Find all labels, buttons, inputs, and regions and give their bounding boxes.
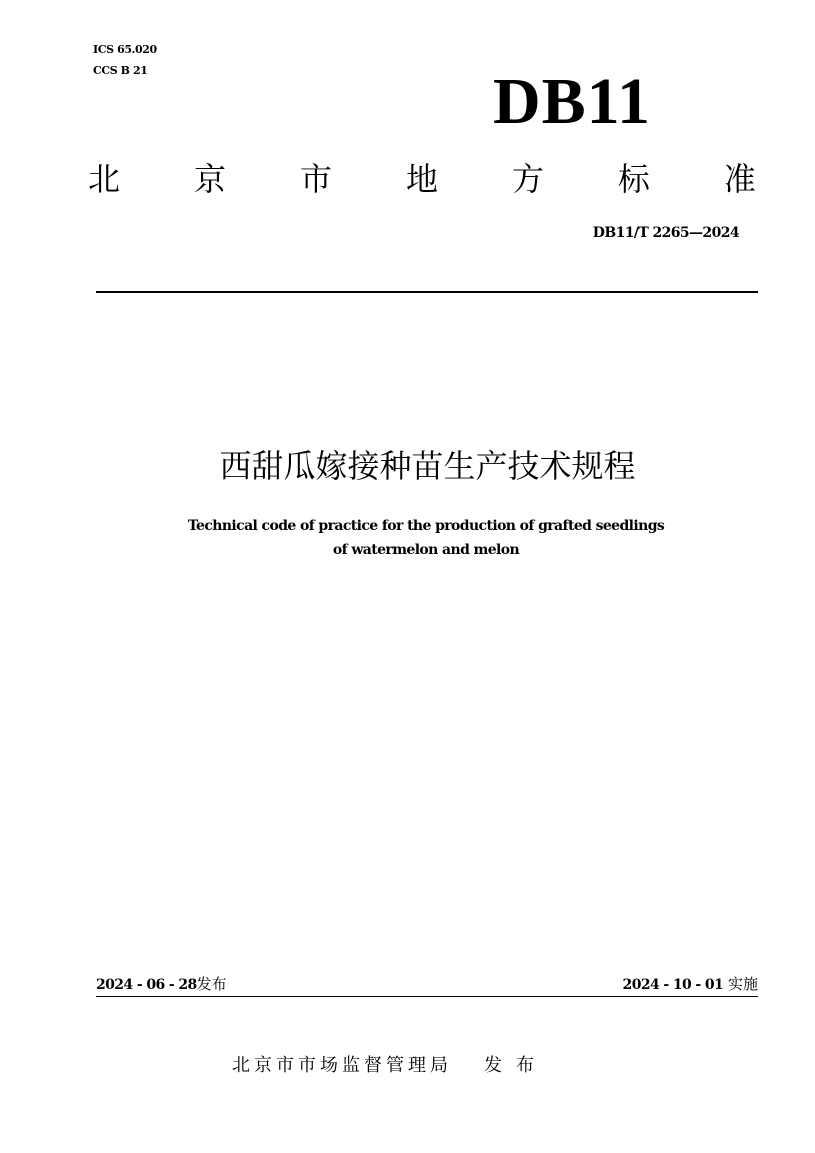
- standard-number: DB11/T 2265—2024: [592, 225, 739, 241]
- title-en-line-2: of watermelon and melon: [332, 542, 520, 558]
- implement-date-block: [623, 972, 758, 997]
- standard-type-char: 方: [511, 160, 544, 198]
- title-en-line-1: Technical code of practice for the production of grafted seedlings: [187, 518, 665, 534]
- date-row: [96, 972, 758, 996]
- publisher-action: 发布: [484, 1055, 548, 1076]
- standard-mark: DB11: [493, 65, 652, 138]
- implement-label: 实施: [727, 975, 758, 993]
- issue-label: 发布: [196, 975, 227, 993]
- document-title-en: [90, 514, 762, 562]
- standard-type-char: 标: [617, 160, 650, 198]
- issue-date-block: [96, 972, 227, 997]
- footer-divider: [96, 996, 758, 997]
- issue-date: 2024 - 06 - 28: [96, 977, 197, 993]
- document-title-cn: 西甜瓜嫁接种苗生产技术规程: [219, 447, 636, 485]
- standard-type-char: 京: [193, 160, 226, 198]
- publisher-org: 北京市市场监督管理局: [232, 1055, 452, 1076]
- publisher-line: [232, 1052, 548, 1080]
- standard-type-heading: [88, 156, 756, 202]
- standard-type-char: 市: [299, 160, 332, 198]
- implement-date: 2024 - 10 - 01: [622, 977, 724, 993]
- classification-codes: [93, 39, 157, 81]
- ccs-code: CCS B 21: [93, 64, 148, 77]
- standard-type-char: 准: [723, 160, 756, 198]
- ics-code: ICS 65.020: [93, 43, 157, 56]
- standard-type-char: 地: [405, 160, 438, 198]
- header-divider: [96, 291, 758, 293]
- standard-type-char: 北: [88, 160, 121, 198]
